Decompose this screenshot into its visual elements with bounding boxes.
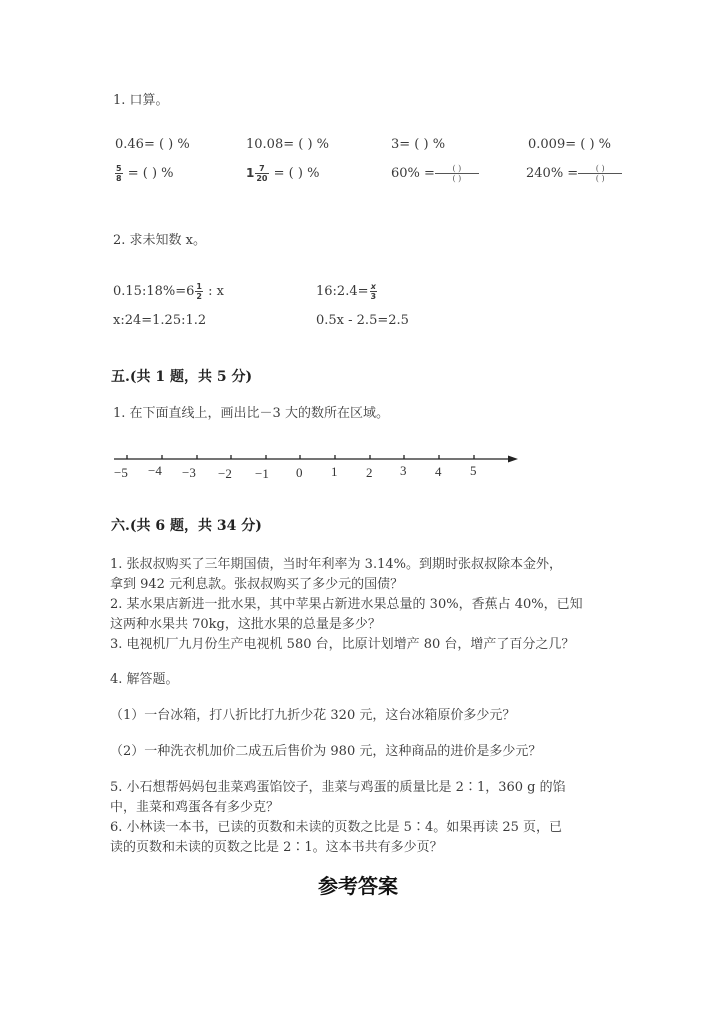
tick-label: 5 <box>470 463 477 478</box>
section6-q1-line2: 拿到 942 元利息款。张叔叔购买了多少元的国债？ <box>110 577 404 592</box>
fraction: $\frac{x}{3}$ <box>370 282 377 301</box>
tick-label: 0 <box>296 465 303 480</box>
section6-q6-line1: 6. 小林读一本书，已读的页数和未读的页数之比是 5∶4。如果再读 25 页，已 <box>110 820 563 835</box>
q1-item-1: 0.46= ( ) % <box>115 137 190 152</box>
q2-eq-4: 0.5x - 2.5=2.5 <box>316 313 409 328</box>
fraction: $\frac{7}{20}$ <box>256 164 268 183</box>
q2-eq-2: 16:2.4= $\frac{x}{3}$ <box>316 282 377 301</box>
section6-q4-sub1: （1）一台冰箱，打八折比打九折少花 320 元，这台冰箱原价多少元？ <box>110 708 516 723</box>
section6-q5-line1: 5. 小石想帮妈妈包韭菜鸡蛋馅饺子，韭菜与鸡蛋的质量比是 2∶1，360 g 的馅 <box>110 780 566 795</box>
tick-label: 4 <box>435 464 442 479</box>
tick-label: 3 <box>400 463 407 478</box>
q1-label: 1. 口算。 <box>113 93 169 108</box>
tick-label: −2 <box>218 466 232 481</box>
fraction: $\frac{1}{2}$ <box>196 282 202 301</box>
q2-eq-1: 0.15:18%=6 $\frac{1}{2}$ : x <box>113 282 224 301</box>
section6-q6-line2: 读的页数和未读的页数之比是 2∶1。这本书共有多少页？ <box>110 840 443 855</box>
section5-q1: 1. 在下面直线上，画出比－3 大的数所在区域。 <box>113 406 389 421</box>
tick-label: −5 <box>114 465 128 480</box>
answer-title: 参考答案 <box>318 874 398 898</box>
section6-q2-line1: 2. 某水果店新进一批水果，其中苹果占新进水果总量的 30%，香蕉占 40%，已知 <box>110 597 583 612</box>
section6-q1-line1: 1. 张叔叔购买了三年期国债，当时年利率为 3.14%。到期时张叔叔除本金外， <box>110 557 562 572</box>
q1-item-5: $\frac{5}{8}$ = ( ) % <box>116 164 174 183</box>
tick-label: 1 <box>331 464 338 479</box>
q1-item-8: 240% = $\frac{( )}{( )}$ <box>526 164 622 183</box>
section6-q4-sub2: （2）一种洗衣机加价二成五后售价为 980 元，这种商品的进价是多少元？ <box>110 744 542 759</box>
tick-label: 2 <box>366 465 373 480</box>
blank-fraction: $\frac{( )}{( )}$ <box>435 164 479 183</box>
tick-label: −4 <box>148 463 162 478</box>
number-line <box>110 445 520 489</box>
section6-q3: 3. 电视机厂九月份生产电视机 580 台，比原计划增产 80 台，增产了百分之几？ <box>110 637 575 652</box>
blank-fraction: $\frac{( )}{( )}$ <box>578 164 622 183</box>
q1-item-3: 3= ( ) % <box>391 137 446 152</box>
q2-label: 2. 求未知数 x。 <box>113 233 206 248</box>
section5-header: 五.(共 1 题，共 5 分) <box>111 369 253 385</box>
q1-item-7: 60% = $\frac{( )}{( )}$ <box>391 164 479 183</box>
section6-header: 六.(共 6 题，共 34 分) <box>111 518 262 534</box>
fraction: $\frac{5}{8}$ <box>116 164 122 183</box>
q1-item-4: 0.009= ( ) % <box>528 137 612 152</box>
q2-eq-3: x:24=1.25:1.2 <box>113 313 207 328</box>
section6-q4-label: 4. 解答题。 <box>110 672 179 687</box>
tick-label: −3 <box>182 465 196 480</box>
section6-q5-line2: 中，韭菜和鸡蛋各有多少克？ <box>110 800 280 815</box>
q1-item-6: 1 $\frac{7}{20}$ = ( ) % <box>246 164 320 183</box>
section6-q2-line2: 这两种水果共 70kg，这批水果的总量是多少？ <box>110 617 381 632</box>
q1-item-2: 10.08= ( ) % <box>246 137 330 152</box>
tick-label: −1 <box>255 466 269 481</box>
number-line-axis <box>110 445 520 485</box>
